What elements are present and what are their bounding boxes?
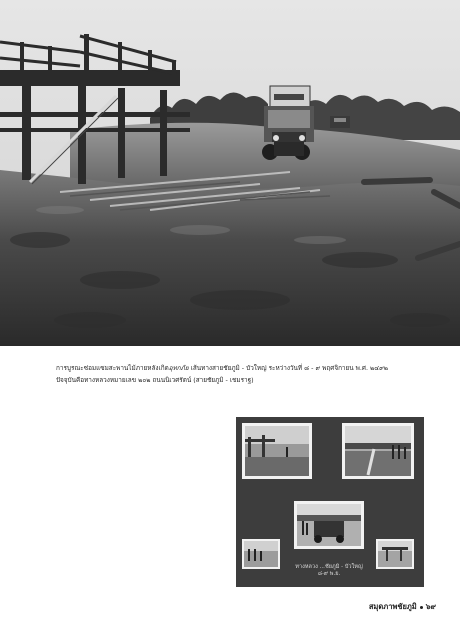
caption-line-1-suffix: เส้นทางสายชัยภูมิ - บัวใหญ่ ระหว่างวันที่ ๘ - ๙ พฤศจิกายน พ.ศ. ๒๔๙๒ [188,364,388,372]
album-photo-top-left [242,423,312,479]
caption-line-2: ปัจจุบันคือทางหลวงหมายเลข ๒๐๒ ถนนนิเวศรัตน์ (สายชัยภูมิ - เชมราฐ) [56,376,254,384]
album-photo-center [294,501,364,549]
page-number: ๖๙ [425,602,436,611]
album-photo-top-right [342,423,414,479]
photo-caption [56,362,426,386]
album-photo-bottom-right [376,539,414,569]
caption-line-1-prefix: การบูรณะซ่อมแซมสะพานไม้ภายหลังเกิด [56,364,169,372]
album-label-line-1: ทางหลวง ...ชัยภูมิ - บัวใหญ่ [295,564,363,570]
album-photo-bottom-left [242,539,280,569]
book-title: สมุดภาพชัยภูมิ [368,602,417,611]
album-page-photo [236,417,424,587]
album-label-line-2: ๘-๙ พ.ย. [317,571,341,577]
page-footer [369,601,436,613]
album-handwritten-label [294,564,364,578]
caption-line-1 [56,362,426,374]
bullet-separator-icon [420,606,423,609]
caption-line-1-italic: อุทกภัย [168,364,189,372]
